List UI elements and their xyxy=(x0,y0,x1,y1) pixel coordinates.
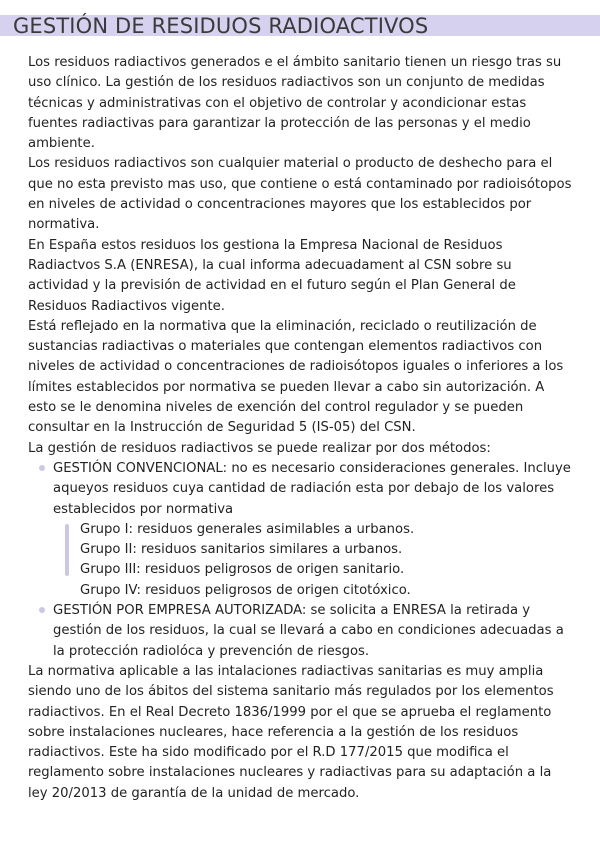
methods-list xyxy=(28,459,573,662)
list-item: Grupo IV: residuos peligrosos de origen citotóxico. xyxy=(80,582,411,598)
bullet-icon xyxy=(39,607,45,613)
paragraph-enresa: En España estos residuos los gestiona la Empresa Nacional de Residuos Radiactvos S.A (ENRESA), la cual informa adecuadament al CSN sobre su actividad y la previsión de actividad en el futuro según el Plan General de Residuos Radiactivos vigente. xyxy=(28,237,516,314)
groups-list xyxy=(53,520,573,601)
list-item xyxy=(28,601,573,662)
list-item: Grupo II: residuos sanitarios similares a urbanos. xyxy=(80,542,403,558)
method-authorized: GESTIÓN POR EMPRESA AUTORIZADA: se solicita a ENRESA la retirada y gestión de los residuos, la cual se llevará a cabo en condiciones adecuadas a la protección radiolóca y prevención de riesgos. xyxy=(53,603,564,659)
page-title: GESTIÓN DE RESIDUOS RADIOACTIVOS xyxy=(13,14,429,38)
list-item: Grupo III: residuos peligrosos de origen sanitario. xyxy=(80,562,405,578)
paragraph-exemption: Está reflejado en la normativa que la eliminación, reciclado o reutilización de sustancias radiactivas o materiales que contengan elementos radiactivos con niveles de actividad o concentraciones de radioisótopos iguales o inferiores a los límites establecidos por normativa se pueden llevar a cabo sin autorización. A esto se le denomina niveles de exención del control regulador y se pueden consultar en la Instrucción de Seguridad 5 (IS-05) del CSN. xyxy=(28,318,564,436)
method-conventional: GESTIÓN CONVENCIONAL: no es necesario consideraciones generales. Incluye aqueyos residuos cuya cantidad de radiación esta por debajo de los valores establecidos por normativa xyxy=(53,460,571,517)
paragraph-methods-intro: La gestión de residuos radiactivos se puede realizar por dos métodos: xyxy=(28,440,491,456)
list-item: Grupo I: residuos generales asimilables a urbanos. xyxy=(80,521,415,537)
paragraph-regulation: La normativa aplicable a las intalaciones radiactivas sanitarias es muy amplia siendo uno de los ábitos del sistema sanitario más regulados por los elementos radiactivos. En el Real Decreto 1836/1999 por el que se aprueba el reglamento sobre instalaciones nucleares, hace referencia a la gestión de los residuos radiactivos. Este ha sido modificado por el R.D 177/2015 que modifica el reglamento sobre instalaciones nucleares y radiactivas para su adaptación a la ley 20/2013 de garantía de la unidad de mercado. xyxy=(28,663,554,801)
document-body xyxy=(28,53,573,804)
list-item xyxy=(28,459,573,601)
paragraph-definition: Los residuos radiactivos son cualquier material o producto de deshecho para el que no esta previsto mas uso, que contiene o está contaminado por radioisótopos en niveles de actividad o concentraciones mayores que los establecidos por normativa. xyxy=(28,156,572,233)
group-bar-icon xyxy=(65,524,69,576)
paragraph-intro: Los residuos radiactivos generados e el ámbito sanitario tienen un riesgo tras su uso clínico. La gestión de los residuos radiactivos son un conjunto de medidas técnicas y administrativas con el objetivo de controlar y acondicionar estas fuentes radiactivas para garantizar la protección de las personas y el medio ambiente. xyxy=(28,55,562,152)
bullet-icon xyxy=(39,465,45,471)
